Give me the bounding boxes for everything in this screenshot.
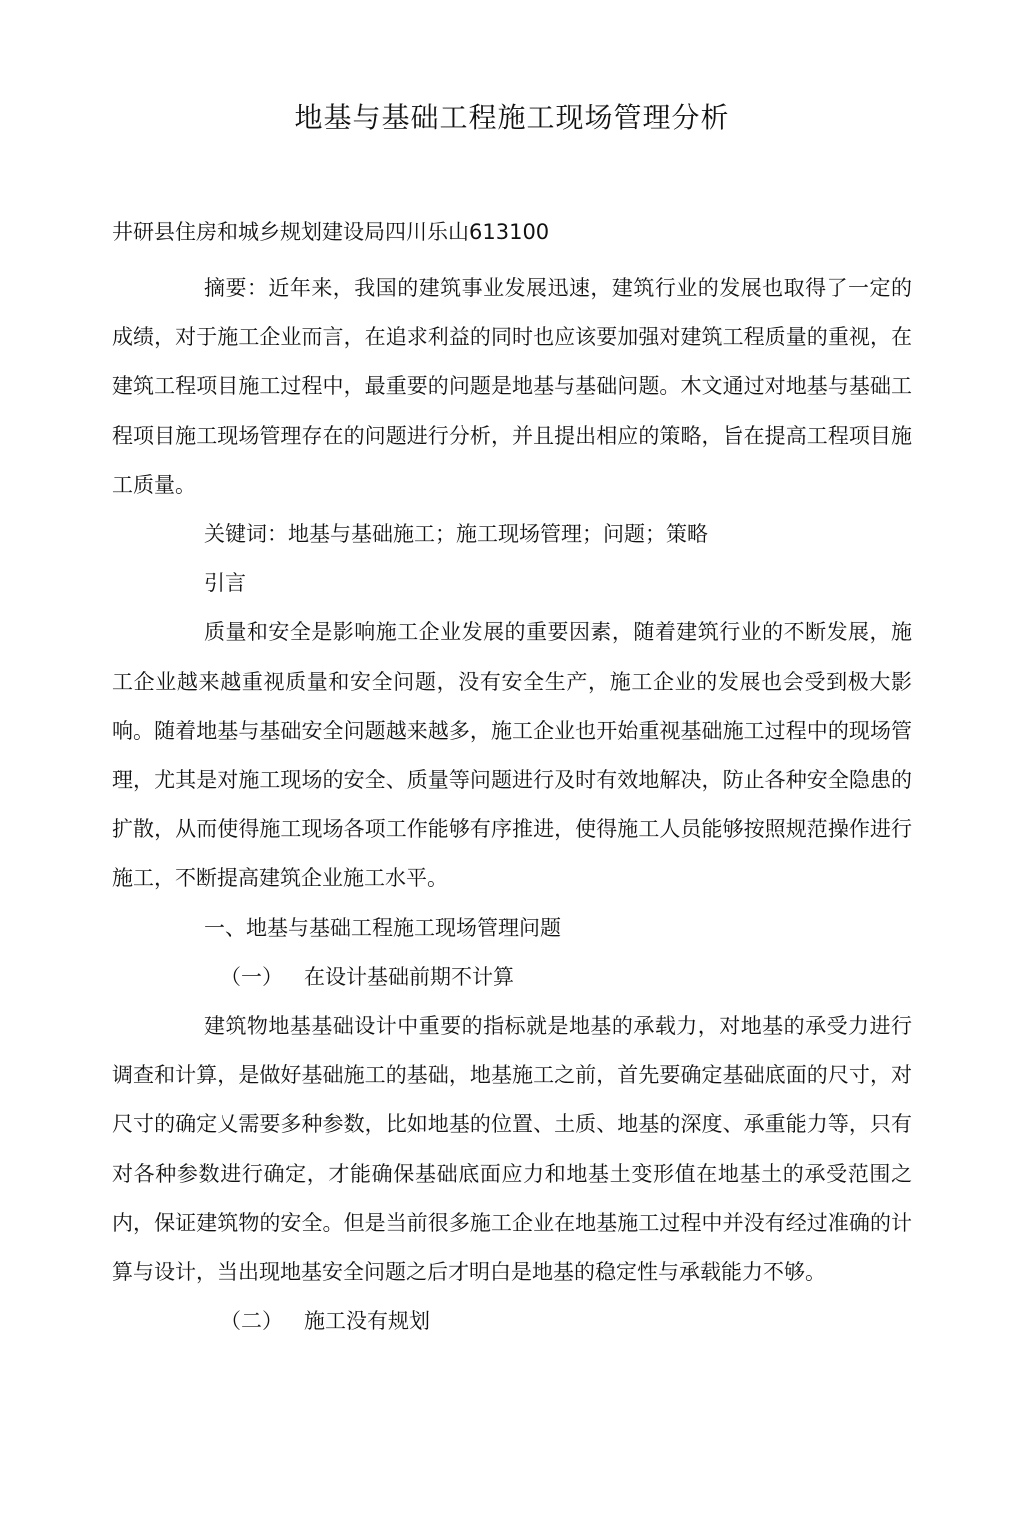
subsection-number-2: （二） [220, 1309, 283, 1334]
subsection-title-1: 在设计基础前期不计算 [304, 964, 514, 989]
keywords-line: 关键词：地基与基础施工；施工现场管理；问题；策略 [204, 522, 708, 547]
intro-paragraph: 质量和安全是影响施工企业发展的重要因素，随着建筑行业的不断发展，施工企业越来越重视质量和安全问题，没有安全生产，施工企业的发展也会受到极大影响。随着地基与基础安全问题越来越多，施工企业也开始重视基础施工过程中的现场管理，尤其是对施工现场的安全、质量等问题进行及时有效地解决，防止各种安全隐患的扩散，从而使得施工现场各项工作能够有序推进，使得施工人员能够按照规范操作进行施工，不断提高建筑企业施工水平。 [112, 620, 912, 891]
subsection-heading-1 [112, 953, 912, 1002]
author-affiliation: 井研县住房和城乡规划建设局四川乐山613100 [112, 220, 550, 244]
subsection-heading-2 [112, 1297, 912, 1346]
subsection-number-1: （一） [220, 964, 283, 989]
section-heading-1: 一、地基与基础工程施工现场管理问题 [204, 915, 561, 940]
intro-heading: 引言 [204, 571, 246, 596]
document-body [112, 264, 912, 1346]
subsection-title-2: 施工没有规划 [304, 1309, 430, 1334]
abstract-paragraph: 摘要：近年来，我国的建筑事业发展迅速，建筑行业的发展也取得了一定的成绩，对于施工企业而言，在追求利益的同时也应该要加强对建筑工程质量的重视，在建筑工程项目施工过程中，最重要的问题是地基与基础问题。木文通过对地基与基础工程项目施工现场管理存在的问题进行分析，并且提出相应的策略，旨在提高工程项目施工质量。 [112, 276, 912, 497]
subsection-paragraph-1: 建筑物地基基础设计中重要的指标就是地基的承载力，对地基的承受力进行调查和计算，是做好基础施工的基础，地基施工之前，首先要确定基础底面的尺寸，对尺寸的确定乂需要多种参数，比如地基的位置、土质、地基的深度、承重能力等，只有对各种参数进行确定，才能确保基础底面应力和地基土变形值在地基土的承受范围之内，保证建筑物的安全。但是当前很多施工企业在地基施工过程中并没有经过准确的计算与设计，当出现地基安全问题之后才明白是地基的稳定性与承载能力不够。 [112, 1014, 912, 1285]
document-title: 地基与基础工程施工现场管理分析 [294, 101, 730, 134]
